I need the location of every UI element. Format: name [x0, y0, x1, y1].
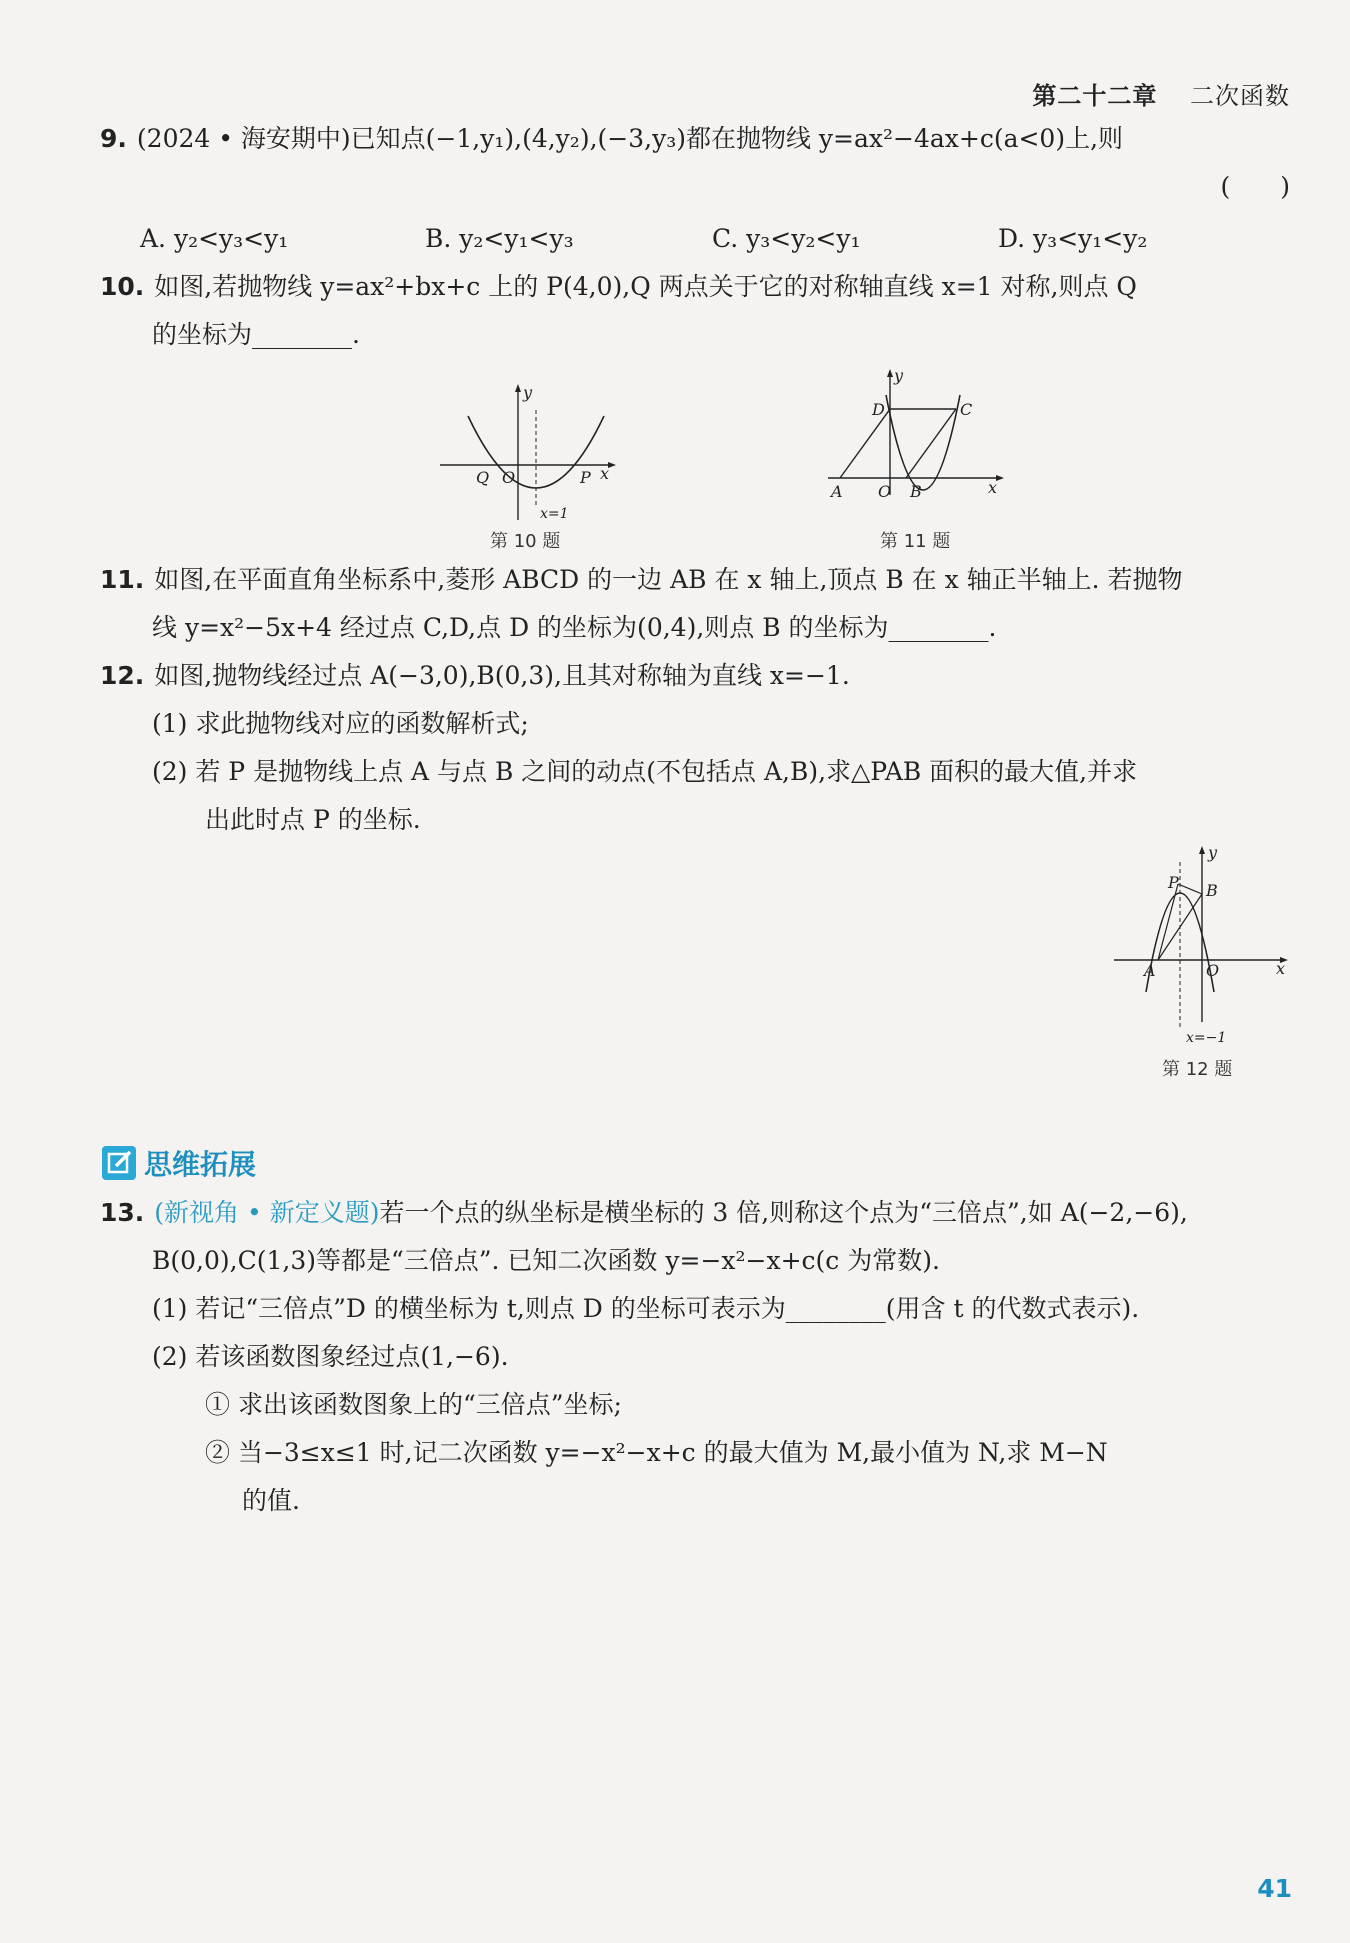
- q13-number: 13.: [100, 1198, 145, 1227]
- q9-option-b: B. y₂<y₁<y₃: [425, 224, 574, 253]
- chapter-label: 第二十二章: [1032, 82, 1158, 110]
- fig11-label-y: y: [894, 366, 904, 385]
- fig10-label-q: Q: [476, 468, 490, 487]
- fig12-label-p: P: [1168, 873, 1179, 892]
- q13-stem: [100, 1196, 1188, 1230]
- topic-label: 二次函数: [1190, 82, 1290, 110]
- q11-line2: 线 y=x²−5x+4 经过点 C,D,点 D 的坐标为(0,4),则点 B 的坐标为________.: [152, 613, 997, 642]
- figure-12-graph: [1110, 842, 1290, 1052]
- fig11-label-c: C: [960, 400, 973, 419]
- fig12-label-axis: x=−1: [1186, 1030, 1227, 1046]
- figure-12-caption: 第 12 题: [1162, 1059, 1233, 1080]
- q10-line2: 的坐标为________.: [152, 320, 360, 349]
- q11-number: 11.: [100, 565, 145, 594]
- q9-stem: [100, 122, 1123, 156]
- fig10-label-p: P: [580, 468, 591, 487]
- fig10-label-o: O: [502, 468, 516, 487]
- fig10-y-arrow: [515, 384, 521, 392]
- pencil-note-icon: [102, 1146, 136, 1180]
- q11-line1: 如图,在平面直角坐标系中,菱形 ABCD 的一边 AB 在 x 轴上,顶点 B 在 x 轴正半轴上. 若抛物: [154, 565, 1183, 594]
- fig12-label-o: O: [1206, 961, 1220, 980]
- q9-option-c: C. y₃<y₂<y₁: [712, 224, 861, 253]
- fig11-label-x: x: [988, 478, 998, 497]
- q12-part2: (2) 若 P 是抛物线上点 A 与点 B 之间的动点(不包括点 A,B),求△PAB 面积的最大值,并求: [152, 757, 1138, 786]
- figure-10-graph: [440, 380, 620, 525]
- figure-11-caption: 第 11 题: [880, 531, 951, 552]
- fig11-x-arrow: [996, 475, 1004, 481]
- fig10-label-x: x: [600, 464, 610, 483]
- q9-option-a: A. y₂<y₃<y₁: [140, 224, 289, 253]
- fig12-segment-ab: [1158, 894, 1202, 960]
- q12-part1: (1) 求此抛物线对应的函数解析式;: [152, 709, 529, 738]
- q12-number: 12.: [100, 661, 145, 690]
- q13-sub2-cont: 的值.: [242, 1486, 300, 1515]
- fig12-label-y: y: [1208, 843, 1218, 862]
- q9-answer-paren: ( ): [1220, 172, 1290, 201]
- fig10-x-arrow: [608, 462, 616, 468]
- q10-number: 10.: [100, 272, 145, 301]
- fig11-side-ad: [840, 409, 890, 478]
- q13-source-tag: (新视角 • 新定义题): [154, 1198, 380, 1227]
- fig12-label-a: A: [1144, 961, 1156, 980]
- q13-sub2: ② 当−3≤x≤1 时,记二次函数 y=−x²−x+c 的最大值为 M,最小值为 N,求 M−N: [205, 1438, 1108, 1467]
- q13-line2: B(0,0),C(1,3)等都是“三倍点”. 已知二次函数 y=−x²−x+c(c 为常数).: [152, 1246, 940, 1275]
- fig10-label-y: y: [523, 383, 533, 402]
- fig12-y-arrow: [1199, 846, 1205, 854]
- figure-11-graph: [828, 365, 1008, 525]
- q13-part2: (2) 若该函数图象经过点(1,−6).: [152, 1342, 509, 1371]
- q10-line1: 如图,若抛物线 y=ax²+bx+c 上的 P(4,0),Q 两点关于它的对称轴直线 x=1 对称,则点 Q: [154, 272, 1137, 301]
- q13-sub1: ① 求出该函数图象上的“三倍点”坐标;: [205, 1390, 622, 1419]
- page-header: [1032, 76, 1290, 111]
- q9-option-d: D. y₃<y₁<y₂: [998, 224, 1148, 253]
- fig12-label-b: B: [1206, 881, 1218, 900]
- fig10-label-axis: x=1: [540, 506, 569, 522]
- q9-number: 9.: [100, 124, 127, 153]
- q13-part1: (1) 若记“三倍点”D 的横坐标为 t,则点 D 的坐标可表示为________(用含 t 的代数式表示).: [152, 1294, 1140, 1323]
- q11-stem: [100, 563, 1183, 597]
- fig11-label-a: A: [831, 482, 843, 501]
- section-title-text: 思维拓展: [144, 1148, 257, 1181]
- q9-text: (2024 • 海安期中)已知点(−1,y₁),(4,y₂),(−3,y₃)都在抛物线 y=ax²−4ax+c(a<0)上,则: [136, 124, 1124, 153]
- q10-stem: [100, 270, 1137, 304]
- q12-line1: 如图,抛物线经过点 A(−3,0),B(0,3),且其对称轴为直线 x=−1.: [154, 661, 850, 690]
- figure-10-caption: 第 10 题: [490, 531, 561, 552]
- q13-line1: 若一个点的纵坐标是横坐标的 3 倍,则称这个点为“三倍点”,如 A(−2,−6),: [379, 1198, 1188, 1227]
- fig11-y-arrow: [887, 369, 893, 377]
- section-heading: [102, 1143, 256, 1183]
- page-number: 41: [1257, 1874, 1292, 1903]
- q12-stem: [100, 659, 850, 693]
- q12-part2-cont: 出此时点 P 的坐标.: [205, 805, 421, 834]
- fig11-label-o: O: [878, 482, 892, 501]
- fig11-label-d: D: [872, 400, 885, 419]
- fig11-label-b: B: [910, 482, 922, 501]
- fig12-label-x: x: [1276, 959, 1286, 978]
